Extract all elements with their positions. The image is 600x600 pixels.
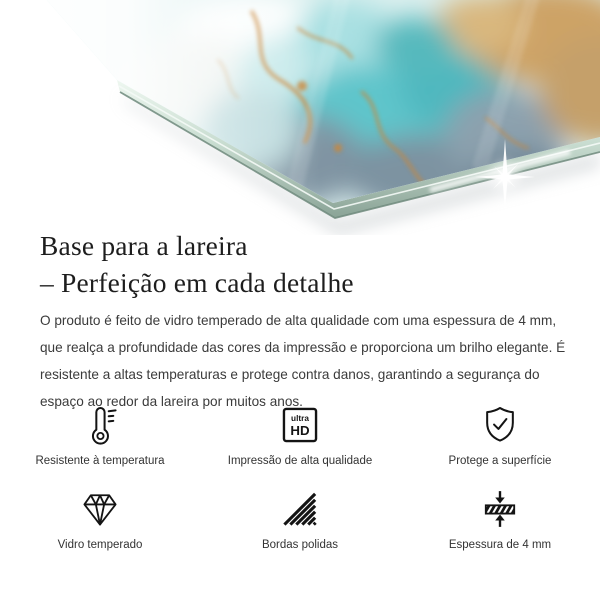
feature-tempered-glass [0, 486, 200, 552]
page-title-line-2: – Perfeição em cada detalhe [40, 266, 354, 298]
feature-thickness [400, 486, 600, 552]
glass-artwork [0, 0, 600, 235]
shield-check-icon [470, 402, 530, 448]
page-title-line-1: Base para a lareira [40, 230, 248, 261]
feature-label: Espessura de 4 mm [448, 539, 552, 551]
diamond-icon [70, 486, 130, 532]
feature-grid [0, 402, 600, 552]
feature-label: Vidro temperado [57, 539, 143, 551]
page-title [40, 228, 567, 301]
feature-label: Impressão de alta qualidade [227, 455, 373, 467]
thermometer-icon [70, 402, 130, 448]
intro-section [40, 228, 567, 415]
feature-polished-edges [200, 486, 400, 552]
compressed-thickness-icon [470, 486, 530, 532]
feature-print-quality [200, 402, 400, 468]
glass-panel-photo [0, 0, 600, 235]
ultra-hd-icon-text-bottom: HD [290, 423, 310, 439]
ultra-hd-icon [270, 402, 330, 448]
feature-label: Protege a superfície [448, 455, 552, 467]
feature-temperature-resistant [0, 402, 200, 468]
polished-edges-icon [270, 486, 330, 532]
product-description: O produto é feito de vidro temperado de alta qualidade com uma espessura de 4 mm, que realça a profundidade das cores da impressão e proporciona um brilho elegante. É resistente a altas temperaturas e protege contra danos, garantindo a segurança do espaço ao redor da lareira por muitos anos. [40, 313, 566, 409]
product-photo [0, 0, 600, 235]
feature-label: Resistente à temperatura [35, 455, 165, 467]
feature-surface-protection [400, 402, 600, 468]
feature-label: Bordas polidas [261, 539, 339, 551]
ultra-hd-icon-text-top: ultra [291, 413, 309, 423]
